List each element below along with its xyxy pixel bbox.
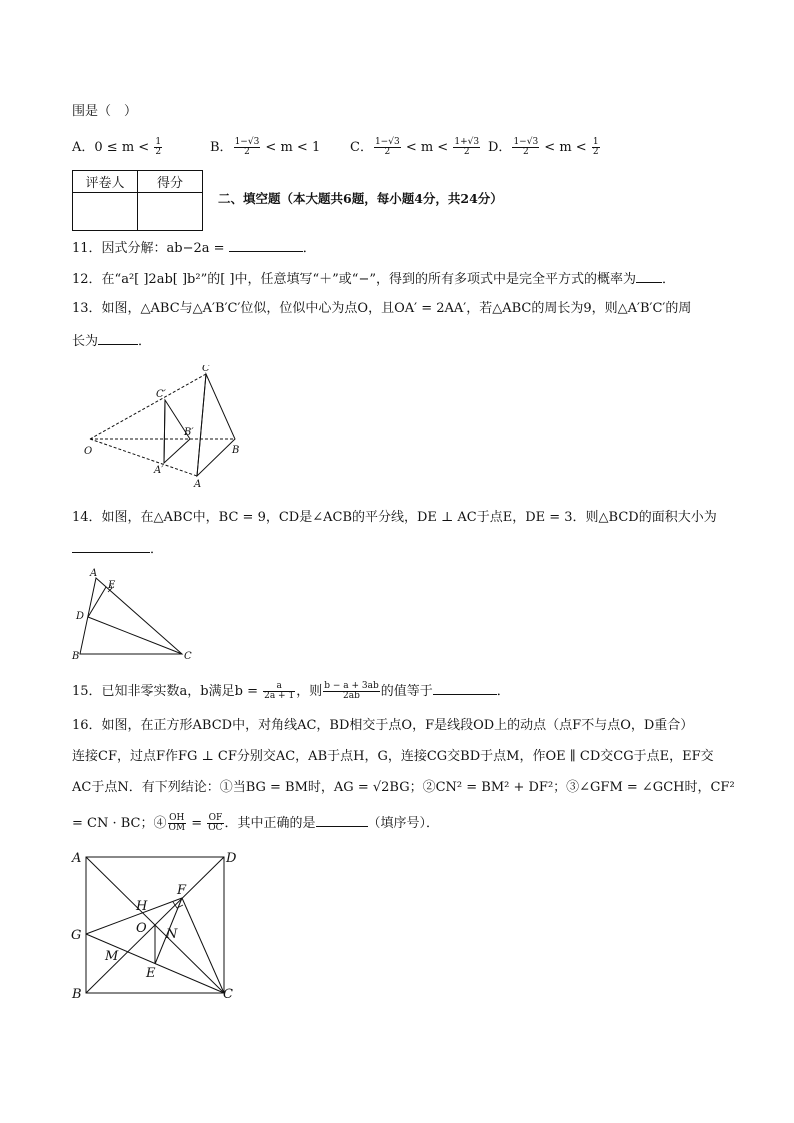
label-c: C: [223, 987, 233, 1002]
question-15: 15．已知非零实数a，b满足b = $\frac{a}{2a + 1}$ ，则 $\frac{b - a + 3ab}{2ab}$ 的值等于 ．: [72, 681, 510, 701]
question-14-line-1: 14．如图，在△ABC中，BC = 9，CD是∠ACB的平分线，DE ⊥ AC于点E，DE = 3．则△BCD的面积大小为: [72, 510, 717, 525]
score-table-grader-cell: [73, 193, 138, 231]
segment-fc: [182, 898, 224, 993]
fraction: $\frac{OH}{OM}$: [168, 813, 186, 833]
fraction: $\frac{OF}{OC}$: [208, 813, 223, 833]
label-d: D: [226, 851, 237, 866]
score-table: [72, 170, 203, 231]
label-c: C: [202, 365, 210, 374]
q10-option-b: [210, 136, 320, 157]
label-g: G: [71, 928, 82, 943]
label-o: O: [136, 921, 147, 936]
question-13-line-1: 13．如图，△ABC与△A′B′C′位似，位似中心为点O，且OA′ = 2AA′，若△ABC的周长为9，则△A′B′C′的周: [72, 301, 692, 316]
option-text: < m <: [540, 140, 591, 155]
option-text: 0 ≤ m <: [94, 140, 154, 155]
answer-blank: [229, 237, 303, 252]
answer-blank: [316, 812, 368, 827]
question-16-line-2: 连接CF，过点F作FG ⊥ CF分别交AC，AB于点H，G，连接CG交BD于点M，作OE ∥ CD交CG于点E，EF交: [72, 749, 714, 764]
segment-cd: [88, 617, 182, 654]
section-2-title: 二、填空题（本大题共6题，每小题4分，共24分）: [218, 191, 503, 206]
fraction: $\frac{a}{2a + 1}$: [264, 681, 295, 701]
label-h: H: [136, 899, 148, 914]
question-13-line-2: 长为 ．: [72, 330, 151, 352]
label-e: E: [108, 580, 116, 591]
q13-figure: [80, 365, 260, 490]
question-16-line-3: AC于点N．有下列结论：①当BG = BM时，AG = √2BG；②CN² = BM² + DF²；③∠GFM = ∠GCH时，CF²: [72, 780, 735, 795]
score-table-score-cell: [138, 193, 203, 231]
fraction: $\frac{1-√3}{2}$: [513, 137, 539, 157]
label-n: N: [166, 927, 178, 942]
option-label: A．: [72, 140, 95, 155]
answer-blank: [433, 680, 497, 695]
label-a: A: [72, 851, 82, 866]
q10-continuation: 围是（ ）: [72, 104, 138, 119]
label-b-prime: B′: [184, 427, 194, 438]
option-text: < m <: [401, 140, 453, 155]
question-11: 11．因式分解：ab−2a = ．: [72, 237, 316, 259]
fraction: $\frac{1}{2}$: [592, 137, 599, 157]
label-b: B: [72, 987, 82, 1002]
question-16-line-4: = CN · BC；④ $\frac{OH}{OM}$ = $\frac{OF}{OC}$ ．其中正确的是 （填序号）．: [72, 813, 440, 833]
fraction: $\frac{1}{2}$: [155, 137, 162, 157]
label-a-prime: A′: [154, 465, 164, 476]
score-table-grader-header: 评卷人: [73, 171, 138, 193]
label-b: B: [232, 445, 240, 456]
q10-option-c: [350, 136, 481, 157]
option-text: < m < 1: [261, 140, 321, 155]
dashed-line-oa: [90, 439, 197, 476]
question-12: 12．在“a²[ ]2ab[ ]b²”的[ ]中，任意填写“＋”或“−”，得到的所有多项式中是完全平方式的概率为 ．: [72, 268, 675, 290]
option-label: B．: [210, 140, 233, 155]
label-m: M: [105, 949, 119, 964]
score-table-score-header: 得分: [138, 171, 203, 193]
label-c-prime: C′: [156, 389, 166, 400]
label-e: E: [146, 966, 156, 981]
segment-a-c-prime: [164, 400, 165, 463]
question-16-line-1: 16．如图，在正方形ABCD中，对角线AC，BD相交于点O，F是线段OD上的动点（点F不与点O，D重合）: [72, 718, 694, 733]
fraction: $\frac{b - a + 3ab}{2ab}$: [324, 681, 379, 701]
q16-figure: [66, 846, 246, 1006]
fraction: $\frac{1-√3}{2}$: [234, 137, 260, 157]
label-a: A: [90, 568, 98, 579]
label-f: F: [177, 883, 187, 898]
answer-blank: [98, 330, 138, 345]
label-a: A: [194, 479, 202, 490]
question-14-line-2: ．: [72, 538, 163, 560]
answer-blank: [72, 538, 150, 553]
triangle-abc: [197, 374, 235, 476]
fraction: $\frac{1-√3}{2}$: [374, 137, 400, 157]
q10-option-a: [72, 136, 163, 157]
segment-ac: [197, 374, 206, 476]
q10-option-d: [488, 136, 601, 157]
q14-figure: [68, 566, 208, 664]
label-o: O: [84, 446, 93, 457]
option-label: D．: [488, 140, 512, 155]
label-c: C: [184, 651, 192, 662]
label-b: B: [72, 651, 80, 662]
label-d: D: [76, 611, 85, 622]
fraction: $\frac{1+√3}{2}$: [454, 137, 480, 157]
triangle-abc: [80, 578, 182, 654]
option-label: C．: [350, 140, 373, 155]
answer-blank: [636, 268, 662, 283]
